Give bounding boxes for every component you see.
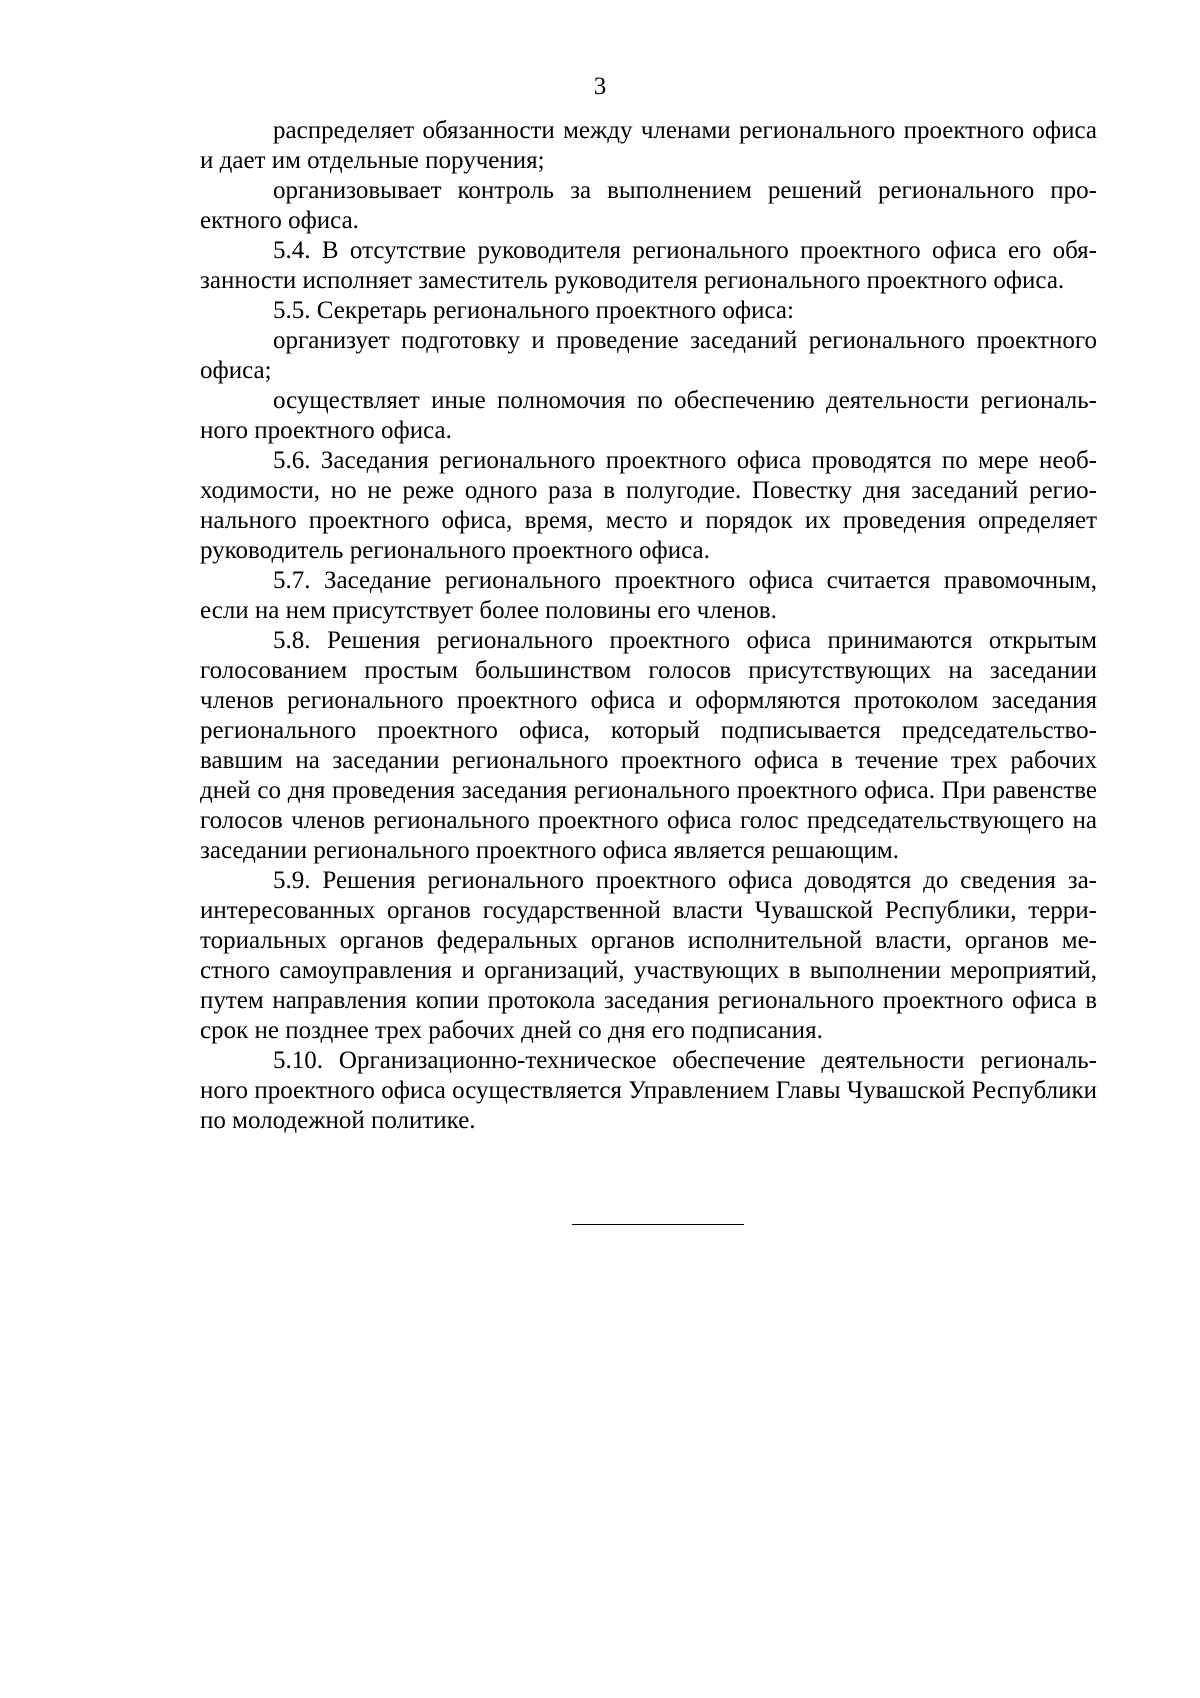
- paragraph-5-6: 5.6. Заседания регионального проектного офиса проводятся по мере необходимости, но не реже одного раза в полугодие. Повестку дня заседаний регионального проектного офиса, время, место и порядок их проведения определяет руководитель регионального проектного офиса.: [200, 447, 1097, 564]
- paragraph-5-9: 5.9. Решения регионального проектного офиса доводятся до сведения заинтересованных органов государственной власти Чувашской Республики, территориальных органов федеральных органов исполнительной власти, органов местного самоуправления и организаций, участвующих в выполнении мероприятий, путем направления копии протокола заседания регионального проектного офиса в срок не позднее трех рабочих дней со дня его подписания.: [200, 867, 1097, 1044]
- paragraph-5-8: 5.8. Решения регионального проектного офиса принимаются открытым голосованием простым большинством голосов присутствующих на заседании членов регионального проектного офиса и оформляются протоколом заседания регионального проектного офиса, который подписывается председательствовавшим на заседании регионального проектного офиса в течение трех рабочих дней со дня проведения заседания регионального проектного офиса. При равенстве голосов членов регионального проектного офиса голос председательствующего на заседании регионального проектного офиса является решающим.: [200, 627, 1097, 864]
- paragraph-meeting-preparation: организует подготовку и проведение заседаний регионального проектного офиса;: [200, 327, 1097, 384]
- paragraph-other-powers: осуществляет иные полномочия по обеспечению деятельности регионального проектного офиса.: [200, 387, 1097, 444]
- document-body: [200, 116, 1097, 1136]
- paragraph-duties-distribution: распределяет обязанности между членами регионального проектного офиса и дает им отдельные поручения;: [200, 117, 1097, 174]
- paragraph-5-4: 5.4. В отсутствие руководителя регионального проектного офиса его обязанности исполняет заместитель руководителя регионального проектного офиса.: [200, 237, 1097, 294]
- end-of-document-divider: [572, 1224, 744, 1225]
- paragraph-5-5: 5.5. Секретарь регионального проектного офиса:: [273, 297, 794, 324]
- paragraph-5-7: 5.7. Заседание регионального проектного офиса считается правомочным, если на нем присутствует более половины его членов.: [200, 567, 1097, 624]
- paragraph-5-10: 5.10. Организационно-техническое обеспечение деятельности регионального проектного офиса осуществляется Управлением Главы Чувашской Республики по молодежной политике.: [200, 1047, 1097, 1134]
- page-number: 3: [593, 73, 607, 100]
- paragraph-control-organization: организовывает контроль за выполнением решений регионального проектного офиса.: [200, 177, 1097, 234]
